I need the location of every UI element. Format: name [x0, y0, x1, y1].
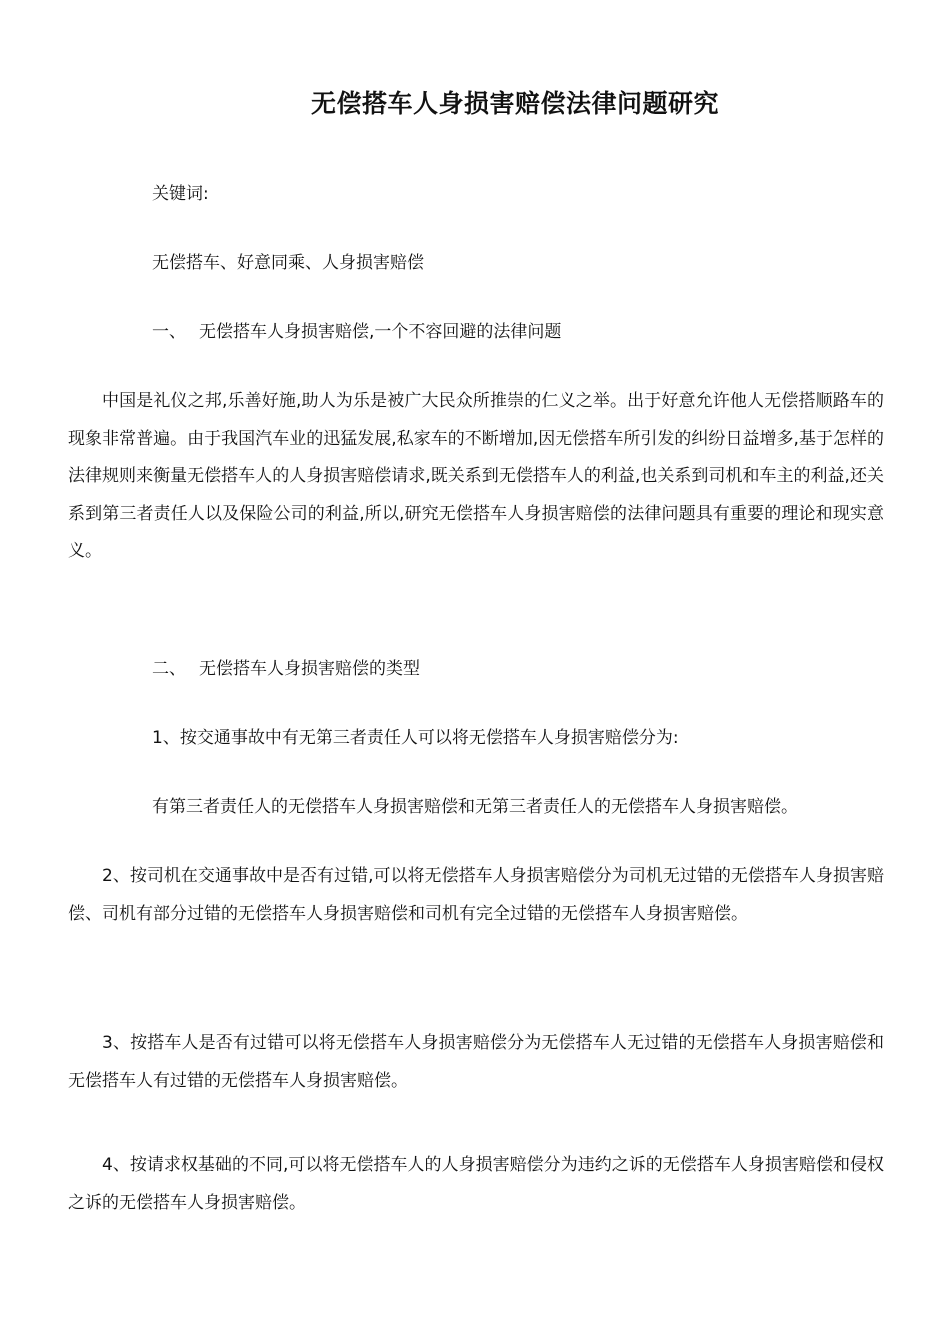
item-1-intro: 1、按交通事故中有无第三者责任人可以将无偿搭车人身损害赔偿分为: — [152, 728, 679, 748]
item-4-paragraph: 4、按请求权基础的不同,可以将无偿搭车人的人身损害赔偿分为违约之诉的无偿搭车人身损害赔偿和侵权之诉的无偿搭车人身损害赔偿。 — [68, 1155, 884, 1213]
keywords-label: 关键词: — [152, 184, 209, 204]
item-1-detail: 有第三者责任人的无偿搭车人身损害赔偿和无第三者责任人的无偿搭车人身损害赔偿。 — [152, 797, 798, 817]
document-title: 无偿搭车人身损害赔偿法律问题研究 — [310, 89, 719, 118]
section-1-heading — [152, 314, 561, 352]
section-2-number: 二、 — [152, 659, 186, 679]
section-2-heading — [152, 651, 420, 689]
section-1-number: 一、 — [152, 322, 186, 342]
keywords-text: 无偿搭车、好意同乘、人身损害赔偿 — [152, 253, 424, 273]
item-3-paragraph: 3、按搭车人是否有过错可以将无偿搭车人身损害赔偿分为无偿搭车人无过错的无偿搭车人身损害赔偿和无偿搭车人有过错的无偿搭车人身损害赔偿。 — [68, 1033, 884, 1091]
section-1-heading-text: 无偿搭车人身损害赔偿,一个不容回避的法律问题 — [199, 322, 562, 342]
section-2-heading-text: 无偿搭车人身损害赔偿的类型 — [199, 659, 420, 679]
section-1-body: 中国是礼仪之邦,乐善好施,助人为乐是被广大民众所推崇的仁义之举。出于好意允许他人无偿搭顺路车的现象非常普遍。由于我国汽车业的迅猛发展,私家车的不断增加,因无偿搭车所引发的纠纷日益增多,基于怎样的法律规则来衡量无偿搭车人的人身损害赔偿请求,既关系到无偿搭车人的利益,也关系到司机和车主的利益,还关系到第三者责任人以及保险公司的利益,所以,研究无偿搭车人身损害赔偿的法律问题具有重要的理论和现实意义。 — [68, 391, 884, 561]
item-2-paragraph: 2、按司机在交通事故中是否有过错,可以将无偿搭车人身损害赔偿分为司机无过错的无偿搭车人身损害赔偿、司机有部分过错的无偿搭车人身损害赔偿和司机有完全过错的无偿搭车人身损害赔偿。 — [68, 866, 884, 924]
